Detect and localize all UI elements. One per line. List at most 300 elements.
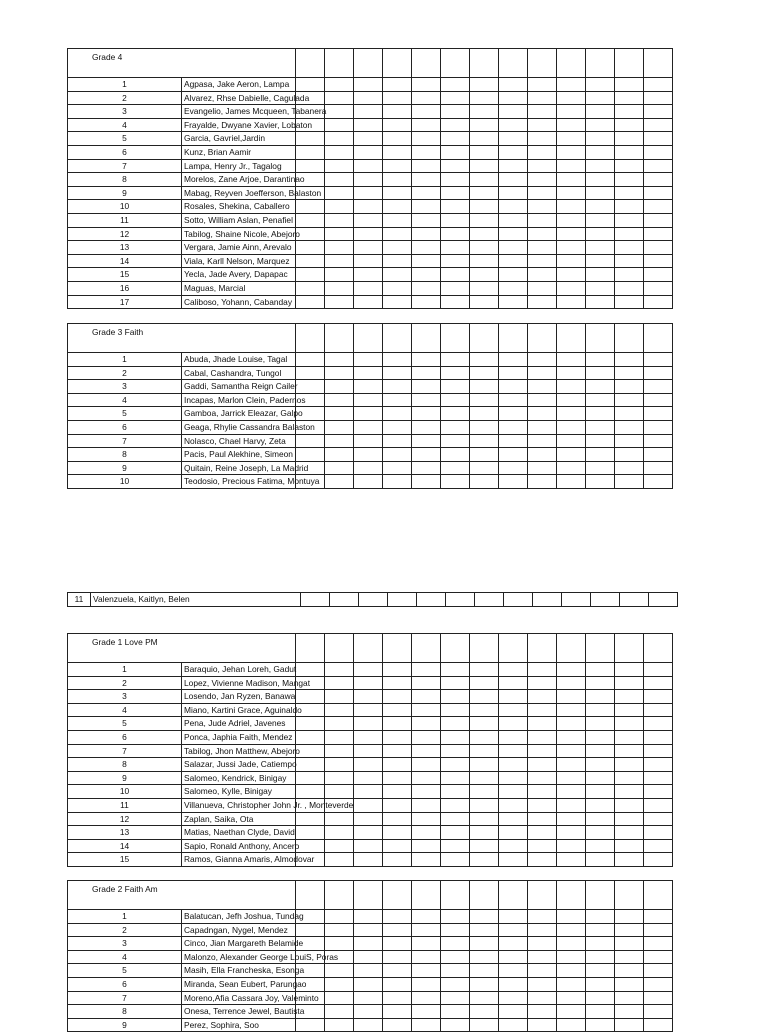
mark-cell	[296, 353, 325, 367]
mark-cell	[383, 910, 412, 924]
student-name: Moreno,Afia Cassara Joy, Valeminto	[182, 991, 296, 1005]
mark-cell	[296, 812, 325, 826]
mark-cell	[354, 227, 383, 241]
mark-cell	[325, 49, 354, 78]
mark-cell	[441, 324, 470, 353]
mark-cell	[528, 366, 557, 380]
mark-cell	[354, 937, 383, 951]
mark-cell	[354, 475, 383, 489]
mark-cell	[354, 434, 383, 448]
mark-cell	[644, 91, 673, 105]
row-number: 7	[68, 991, 182, 1005]
mark-cell	[586, 923, 615, 937]
mark-cell	[644, 950, 673, 964]
mark-cell	[644, 49, 673, 78]
row-number: 2	[68, 91, 182, 105]
row-number: 13	[68, 241, 182, 255]
mark-cell	[470, 771, 499, 785]
row-number: 8	[68, 448, 182, 462]
mark-cell	[499, 200, 528, 214]
mark-cell	[557, 1018, 586, 1032]
mark-cell	[441, 434, 470, 448]
mark-cell	[296, 663, 325, 677]
mark-cell	[586, 991, 615, 1005]
mark-cell	[528, 839, 557, 853]
mark-cell	[557, 634, 586, 663]
student-row	[68, 853, 673, 867]
mark-cell	[441, 937, 470, 951]
mark-cell	[412, 200, 441, 214]
mark-cell	[325, 380, 354, 394]
mark-cell	[412, 132, 441, 146]
mark-cell	[296, 145, 325, 159]
mark-cell	[528, 717, 557, 731]
mark-cell	[470, 380, 499, 394]
student-row	[68, 690, 673, 704]
mark-cell	[499, 950, 528, 964]
mark-cell	[412, 159, 441, 173]
mark-cell	[644, 254, 673, 268]
student-row	[68, 295, 673, 309]
mark-cell	[354, 448, 383, 462]
mark-cell	[557, 785, 586, 799]
mark-cell	[557, 91, 586, 105]
mark-cell	[383, 826, 412, 840]
mark-cell	[383, 937, 412, 951]
mark-cell	[412, 49, 441, 78]
row-number: 9	[68, 771, 182, 785]
mark-cell	[354, 923, 383, 937]
mark-cell	[325, 448, 354, 462]
row-number: 2	[68, 923, 182, 937]
mark-cell	[325, 826, 354, 840]
mark-cell	[586, 407, 615, 421]
mark-cell	[615, 145, 644, 159]
mark-cell	[557, 366, 586, 380]
mark-cell	[615, 173, 644, 187]
mark-cell	[325, 839, 354, 853]
mark-cell	[586, 703, 615, 717]
student-row	[68, 676, 673, 690]
mark-cell	[325, 434, 354, 448]
mark-cell	[325, 475, 354, 489]
row-number: 3	[68, 690, 182, 704]
mark-cell	[528, 213, 557, 227]
mark-cell	[325, 200, 354, 214]
mark-cell	[412, 380, 441, 394]
mark-cell	[296, 159, 325, 173]
student-name: Gaddi, Samantha Reign Cailer	[182, 380, 296, 394]
mark-cell	[470, 241, 499, 255]
mark-cell	[557, 132, 586, 146]
mark-cell	[412, 690, 441, 704]
mark-cell	[354, 758, 383, 772]
mark-cell	[615, 118, 644, 132]
mark-cell	[325, 937, 354, 951]
student-row	[68, 132, 673, 146]
mark-cell	[354, 105, 383, 119]
mark-cell	[644, 227, 673, 241]
mark-cell	[615, 853, 644, 867]
mark-cell	[644, 1005, 673, 1019]
mark-cell	[412, 676, 441, 690]
mark-cell	[470, 758, 499, 772]
mark-cell	[325, 268, 354, 282]
mark-cell	[644, 475, 673, 489]
mark-cell	[383, 475, 412, 489]
mark-cell	[644, 826, 673, 840]
mark-cell	[499, 923, 528, 937]
mark-cell	[412, 475, 441, 489]
mark-cell	[441, 295, 470, 309]
mark-cell	[383, 254, 412, 268]
mark-cell	[557, 937, 586, 951]
mark-cell	[470, 977, 499, 991]
mark-cell	[412, 744, 441, 758]
mark-cell	[499, 690, 528, 704]
mark-cell	[354, 200, 383, 214]
mark-cell	[441, 977, 470, 991]
mark-cell	[441, 366, 470, 380]
mark-cell	[383, 227, 412, 241]
mark-cell	[325, 105, 354, 119]
mark-cell	[412, 407, 441, 421]
mark-cell	[296, 881, 325, 910]
mark-cell	[615, 744, 644, 758]
mark-cell	[557, 145, 586, 159]
mark-cell	[528, 380, 557, 394]
mark-cell	[383, 676, 412, 690]
mark-cell	[528, 49, 557, 78]
mark-cell	[441, 923, 470, 937]
mark-cell	[412, 950, 441, 964]
student-row	[68, 826, 673, 840]
mark-cell	[354, 839, 383, 853]
mark-cell	[441, 1005, 470, 1019]
mark-cell	[441, 213, 470, 227]
mark-cell	[586, 853, 615, 867]
mark-cell	[644, 380, 673, 394]
mark-cell	[644, 853, 673, 867]
mark-cell	[325, 145, 354, 159]
student-name: Salomeo, Kendrick, Binigay	[182, 771, 296, 785]
section-header-row	[68, 881, 673, 910]
mark-cell	[441, 448, 470, 462]
mark-cell	[499, 839, 528, 853]
mark-cell	[586, 977, 615, 991]
mark-cell	[557, 663, 586, 677]
mark-cell	[615, 380, 644, 394]
mark-cell	[354, 91, 383, 105]
mark-cell	[412, 937, 441, 951]
student-row	[68, 366, 673, 380]
mark-cell	[644, 839, 673, 853]
mark-cell	[644, 173, 673, 187]
mark-cell	[557, 324, 586, 353]
mark-cell	[441, 730, 470, 744]
mark-cell	[470, 200, 499, 214]
student-name: Abuda, Jhade Louise, Tagal	[182, 353, 296, 367]
mark-cell	[586, 78, 615, 92]
row-number: 5	[68, 717, 182, 731]
mark-cell	[325, 118, 354, 132]
mark-cell	[388, 593, 417, 607]
mark-cell	[470, 268, 499, 282]
student-row	[68, 1018, 673, 1032]
mark-cell	[615, 448, 644, 462]
mark-cell	[528, 798, 557, 812]
mark-cell	[470, 812, 499, 826]
mark-cell	[615, 771, 644, 785]
student-row	[68, 785, 673, 799]
mark-cell	[586, 771, 615, 785]
mark-cell	[528, 448, 557, 462]
row-number: 10	[68, 200, 182, 214]
mark-cell	[325, 977, 354, 991]
row-number: 1	[68, 78, 182, 92]
mark-cell	[499, 324, 528, 353]
mark-cell	[499, 281, 528, 295]
row-number: 11	[68, 593, 91, 607]
mark-cell	[586, 380, 615, 394]
student-row	[68, 730, 673, 744]
student-name: Balatucan, Jefh Joshua, Tundag	[182, 910, 296, 924]
grade-3-faith-table	[67, 323, 673, 489]
mark-cell	[383, 118, 412, 132]
mark-cell	[441, 159, 470, 173]
student-row	[68, 448, 673, 462]
mark-cell	[586, 118, 615, 132]
mark-cell	[470, 703, 499, 717]
row-number: 5	[68, 407, 182, 421]
mark-cell	[441, 420, 470, 434]
mark-cell	[383, 241, 412, 255]
mark-cell	[615, 475, 644, 489]
mark-cell	[354, 393, 383, 407]
mark-cell	[383, 353, 412, 367]
mark-cell	[528, 78, 557, 92]
mark-cell	[528, 923, 557, 937]
mark-cell	[412, 213, 441, 227]
mark-cell	[412, 324, 441, 353]
row-number: 11	[68, 213, 182, 227]
mark-cell	[470, 434, 499, 448]
mark-cell	[557, 227, 586, 241]
mark-cell	[557, 241, 586, 255]
mark-cell	[470, 826, 499, 840]
mark-cell	[557, 281, 586, 295]
mark-cell	[528, 461, 557, 475]
mark-cell	[499, 771, 528, 785]
mark-cell	[557, 407, 586, 421]
mark-cell	[354, 771, 383, 785]
mark-cell	[441, 812, 470, 826]
mark-cell	[557, 977, 586, 991]
mark-cell	[615, 798, 644, 812]
mark-cell	[412, 826, 441, 840]
mark-cell	[499, 407, 528, 421]
student-name: Quitain, Reine Joseph, La Madrid	[182, 461, 296, 475]
mark-cell	[528, 420, 557, 434]
mark-cell	[499, 159, 528, 173]
row-number: 8	[68, 173, 182, 187]
mark-cell	[441, 49, 470, 78]
mark-cell	[412, 227, 441, 241]
mark-cell	[354, 295, 383, 309]
mark-cell	[557, 380, 586, 394]
mark-cell	[354, 254, 383, 268]
mark-cell	[644, 703, 673, 717]
mark-cell	[557, 200, 586, 214]
mark-cell	[383, 730, 412, 744]
student-name: Gamboa, Jarrick Eleazar, Galpo	[182, 407, 296, 421]
mark-cell	[557, 703, 586, 717]
mark-cell	[586, 812, 615, 826]
mark-cell	[470, 923, 499, 937]
row-number: 17	[68, 295, 182, 309]
mark-cell	[557, 295, 586, 309]
mark-cell	[325, 758, 354, 772]
mark-cell	[615, 676, 644, 690]
mark-cell	[441, 910, 470, 924]
mark-cell	[470, 173, 499, 187]
student-name: Morelos, Zane Arjoe, Darantinao	[182, 173, 296, 187]
mark-cell	[296, 132, 325, 146]
mark-cell	[586, 241, 615, 255]
mark-cell	[470, 213, 499, 227]
student-row	[68, 663, 673, 677]
row-number: 6	[68, 145, 182, 159]
mark-cell	[499, 676, 528, 690]
mark-cell	[441, 634, 470, 663]
mark-cell	[296, 324, 325, 353]
mark-cell	[528, 812, 557, 826]
mark-cell	[296, 241, 325, 255]
mark-cell	[528, 910, 557, 924]
mark-cell	[383, 744, 412, 758]
mark-cell	[528, 407, 557, 421]
mark-cell	[383, 268, 412, 282]
mark-cell	[528, 785, 557, 799]
mark-cell	[586, 758, 615, 772]
mark-cell	[557, 676, 586, 690]
mark-cell	[383, 324, 412, 353]
mark-cell	[354, 324, 383, 353]
mark-cell	[354, 744, 383, 758]
mark-cell	[615, 254, 644, 268]
student-name: Ramos, Gianna Amaris, Almodovar	[182, 853, 296, 867]
mark-cell	[441, 254, 470, 268]
mark-cell	[296, 634, 325, 663]
student-row	[68, 173, 673, 187]
mark-cell	[354, 281, 383, 295]
student-name: Viala, Karll Nelson, Marquez	[182, 254, 296, 268]
student-name: Maguas, Marcial	[182, 281, 296, 295]
student-name: Agpasa, Jake Aeron, Lampa	[182, 78, 296, 92]
mark-cell	[325, 227, 354, 241]
row-number: 11	[68, 798, 182, 812]
mark-cell	[296, 717, 325, 731]
mark-cell	[499, 744, 528, 758]
mark-cell	[528, 690, 557, 704]
student-name: Villanueva, Christopher John Jr. , Monteverde	[182, 798, 296, 812]
student-row	[68, 353, 673, 367]
mark-cell	[499, 798, 528, 812]
mark-cell	[499, 634, 528, 663]
mark-cell	[528, 730, 557, 744]
mark-cell	[644, 159, 673, 173]
mark-cell	[528, 676, 557, 690]
mark-cell	[354, 132, 383, 146]
mark-cell	[383, 853, 412, 867]
mark-cell	[412, 703, 441, 717]
mark-cell	[557, 812, 586, 826]
mark-cell	[412, 105, 441, 119]
mark-cell	[557, 910, 586, 924]
mark-cell	[296, 200, 325, 214]
row-number: 15	[68, 853, 182, 867]
mark-cell	[644, 881, 673, 910]
section-title: Grade 2 Faith Am	[68, 881, 296, 910]
mark-cell	[586, 1018, 615, 1032]
mark-cell	[383, 49, 412, 78]
mark-cell	[441, 839, 470, 853]
mark-cell	[412, 448, 441, 462]
mark-cell	[354, 676, 383, 690]
mark-cell	[528, 268, 557, 282]
student-row	[68, 91, 673, 105]
row-number: 7	[68, 744, 182, 758]
mark-cell	[470, 254, 499, 268]
mark-cell	[470, 159, 499, 173]
mark-cell	[441, 717, 470, 731]
mark-cell	[586, 690, 615, 704]
mark-cell	[499, 105, 528, 119]
mark-cell	[470, 475, 499, 489]
student-row	[68, 380, 673, 394]
mark-cell	[586, 798, 615, 812]
mark-cell	[499, 213, 528, 227]
mark-cell	[586, 420, 615, 434]
mark-cell	[354, 1005, 383, 1019]
mark-cell	[470, 461, 499, 475]
mark-cell	[557, 49, 586, 78]
mark-cell	[586, 227, 615, 241]
mark-cell	[528, 254, 557, 268]
mark-cell	[528, 353, 557, 367]
mark-cell	[325, 663, 354, 677]
mark-cell	[562, 593, 591, 607]
mark-cell	[441, 393, 470, 407]
mark-cell	[325, 703, 354, 717]
row-number: 6	[68, 977, 182, 991]
mark-cell	[354, 881, 383, 910]
student-name: Vergara, Jamie Ainn, Arevalo	[182, 241, 296, 255]
mark-cell	[557, 730, 586, 744]
mark-cell	[470, 118, 499, 132]
mark-cell	[354, 977, 383, 991]
mark-cell	[615, 132, 644, 146]
mark-cell	[412, 254, 441, 268]
mark-cell	[354, 353, 383, 367]
mark-cell	[412, 461, 441, 475]
mark-cell	[412, 353, 441, 367]
mark-cell	[354, 717, 383, 731]
student-row	[68, 407, 673, 421]
mark-cell	[644, 200, 673, 214]
row-number: 10	[68, 785, 182, 799]
student-name: Ponca, Japhia Faith, Mendez	[182, 730, 296, 744]
